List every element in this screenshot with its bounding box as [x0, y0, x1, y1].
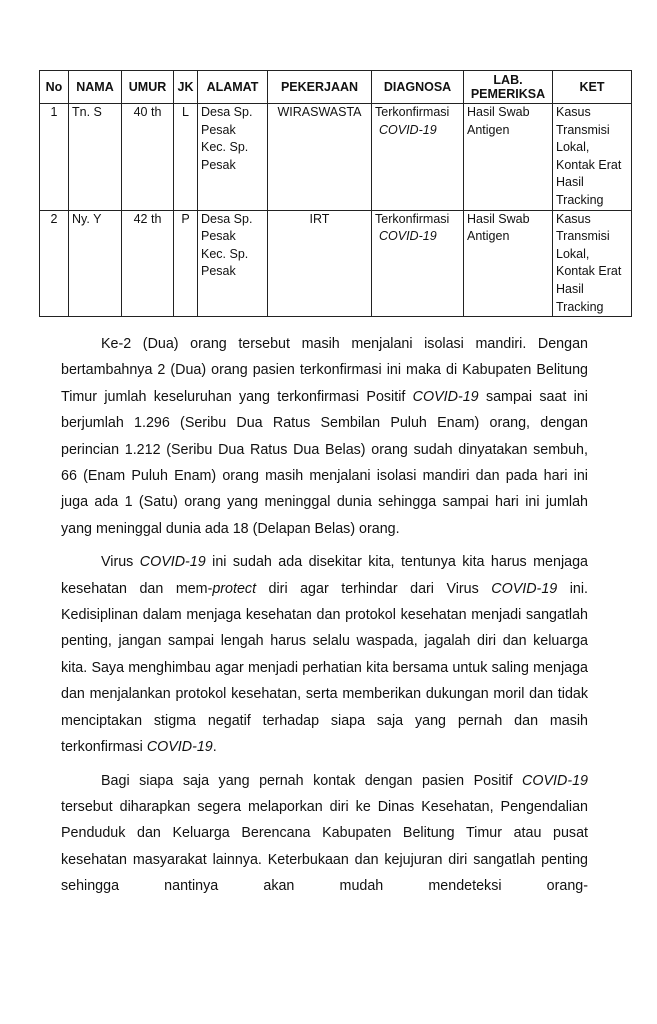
cell-ket: Kasus Transmisi Lokal, Kontak Erat Hasil Tracking: [553, 210, 632, 317]
cell-no: 1: [40, 104, 69, 211]
paragraph-text: Ke-2 (Dua) orang tersebut masih menjalani isolasi mandiri. Dengan bertambahnya 2 (Dua) orang pasien terkonfirmasi ini maka di Kabupaten Belitung Timur jumlah keseluruhan yang terkonfirmasi Positif: [61, 336, 588, 405]
header-alamat: ALAMAT: [198, 71, 268, 104]
paragraph-text: Bagi siapa saja yang pernah kontak dengan pasien Positif: [101, 772, 523, 789]
header-ket: KET: [553, 71, 632, 104]
cell-lab: Hasil Swab Antigen: [464, 104, 553, 211]
diagnosa-status: Terkonfirmasi: [375, 211, 450, 226]
emphasis-covid: COVID-19: [412, 388, 479, 405]
cell-no: 2: [40, 210, 69, 317]
cell-alamat: Desa Sp. Pesak Kec. Sp. Pesak: [198, 104, 268, 211]
paragraph-text: ini sudah ada disekitar kita, tentunya kita harus menjaga kesehatan dan mem-: [61, 554, 588, 597]
cell-diagnosa: [372, 104, 464, 211]
paragraph-text: diri agar terhindar dari Virus: [256, 580, 492, 597]
table-row: [40, 104, 632, 211]
emphasis-covid: COVID-19: [139, 554, 206, 571]
emphasis-covid: COVID-19: [146, 739, 213, 756]
paragraph-text: tersebut diharapkan segera melaporkan diri ke Dinas Kesehatan, Pengendalian Penduduk dan Keluarga Berencana Kabupaten Belitung Timur atau pusat kesehatan masyarakat lainnya. Keterbukaan dan kejujuran diri sangatlah penting sehingga nantinya akan mudah mendeteksi orang-: [61, 798, 588, 895]
header-lab-pemeriksa: LAB. PEMERIKSA: [464, 71, 553, 104]
table-row: [40, 210, 632, 317]
cell-nama: Tn. S: [69, 104, 122, 211]
paragraph-text: .: [212, 739, 217, 756]
cell-lab: Hasil Swab Antigen: [464, 210, 553, 317]
paragraph-kontak: [61, 768, 588, 900]
header-jk: JK: [174, 71, 198, 104]
header-pekerjaan: PEKERJAAN: [268, 71, 372, 104]
header-umur: UMUR: [122, 71, 174, 104]
emphasis-covid: COVID-19: [522, 772, 588, 789]
body-text: [61, 331, 588, 907]
cell-nama: Ny. Y: [69, 210, 122, 317]
emphasis-protect: protect: [212, 580, 257, 597]
cell-jk: L: [174, 104, 198, 211]
patient-table: [39, 70, 632, 317]
diagnosa-disease: COVID-19: [379, 229, 437, 244]
header-no: No: [40, 71, 69, 104]
paragraph-isolasi: [61, 331, 588, 542]
diagnosa-status: Terkonfirmasi: [375, 105, 450, 119]
cell-pekerjaan: IRT: [268, 210, 372, 317]
cell-alamat: Desa Sp. Pesak Kec. Sp. Pesak: [198, 210, 268, 317]
cell-diagnosa: [372, 210, 464, 317]
paragraph-text: sampai saat ini berjumlah 1.296 (Seribu Dua Ratus Sembilan Puluh Enam) orang, dengan perincian 1.212 (Seribu Dua Ratus Dua Belas) orang sudah dinyatakan sembuh, 66 (Enam Puluh Enam) orang masih menjalani isolasi mandiri dan pada hari ini juga ada 1 (Satu) orang yang meninggal dunia sehingga sampai hari ini jumlah yang meninggal dunia ada 18 (Delapan Belas) orang.: [61, 388, 588, 537]
table-header-row: [40, 71, 632, 104]
paragraph-text: ini. Kedisiplinan dalam menjaga kesehatan dan protokol kesehatan menjadi sangatlah penting, jangan sampai lengah harus selalu waspada, jagalah diri dan keluarga kita. Saya menghimbau agar menjadi perhatian kita bersama untuk saling menjaga dan menjalankan protokol kesehatan, serta memberikan dukungan moril dan tidak menciptakan stigma negatif terhadap siapa saja yang pernah dan masih terkonfirmasi: [61, 580, 589, 756]
cell-ket: Kasus Transmisi Lokal, Kontak Erat Hasil Tracking: [553, 104, 632, 211]
cell-jk: P: [174, 210, 198, 317]
header-diagnosa: DIAGNOSA: [372, 71, 464, 104]
cell-umur: 42 th: [122, 210, 174, 317]
cell-umur: 40 th: [122, 104, 174, 211]
emphasis-covid: COVID-19: [491, 580, 558, 597]
header-nama: NAMA: [69, 71, 122, 104]
diagnosa-disease: COVID-19: [379, 122, 437, 137]
paragraph-text: Virus: [101, 554, 140, 571]
paragraph-himbauan: [61, 549, 588, 760]
cell-pekerjaan: WIRASWASTA: [268, 104, 372, 211]
